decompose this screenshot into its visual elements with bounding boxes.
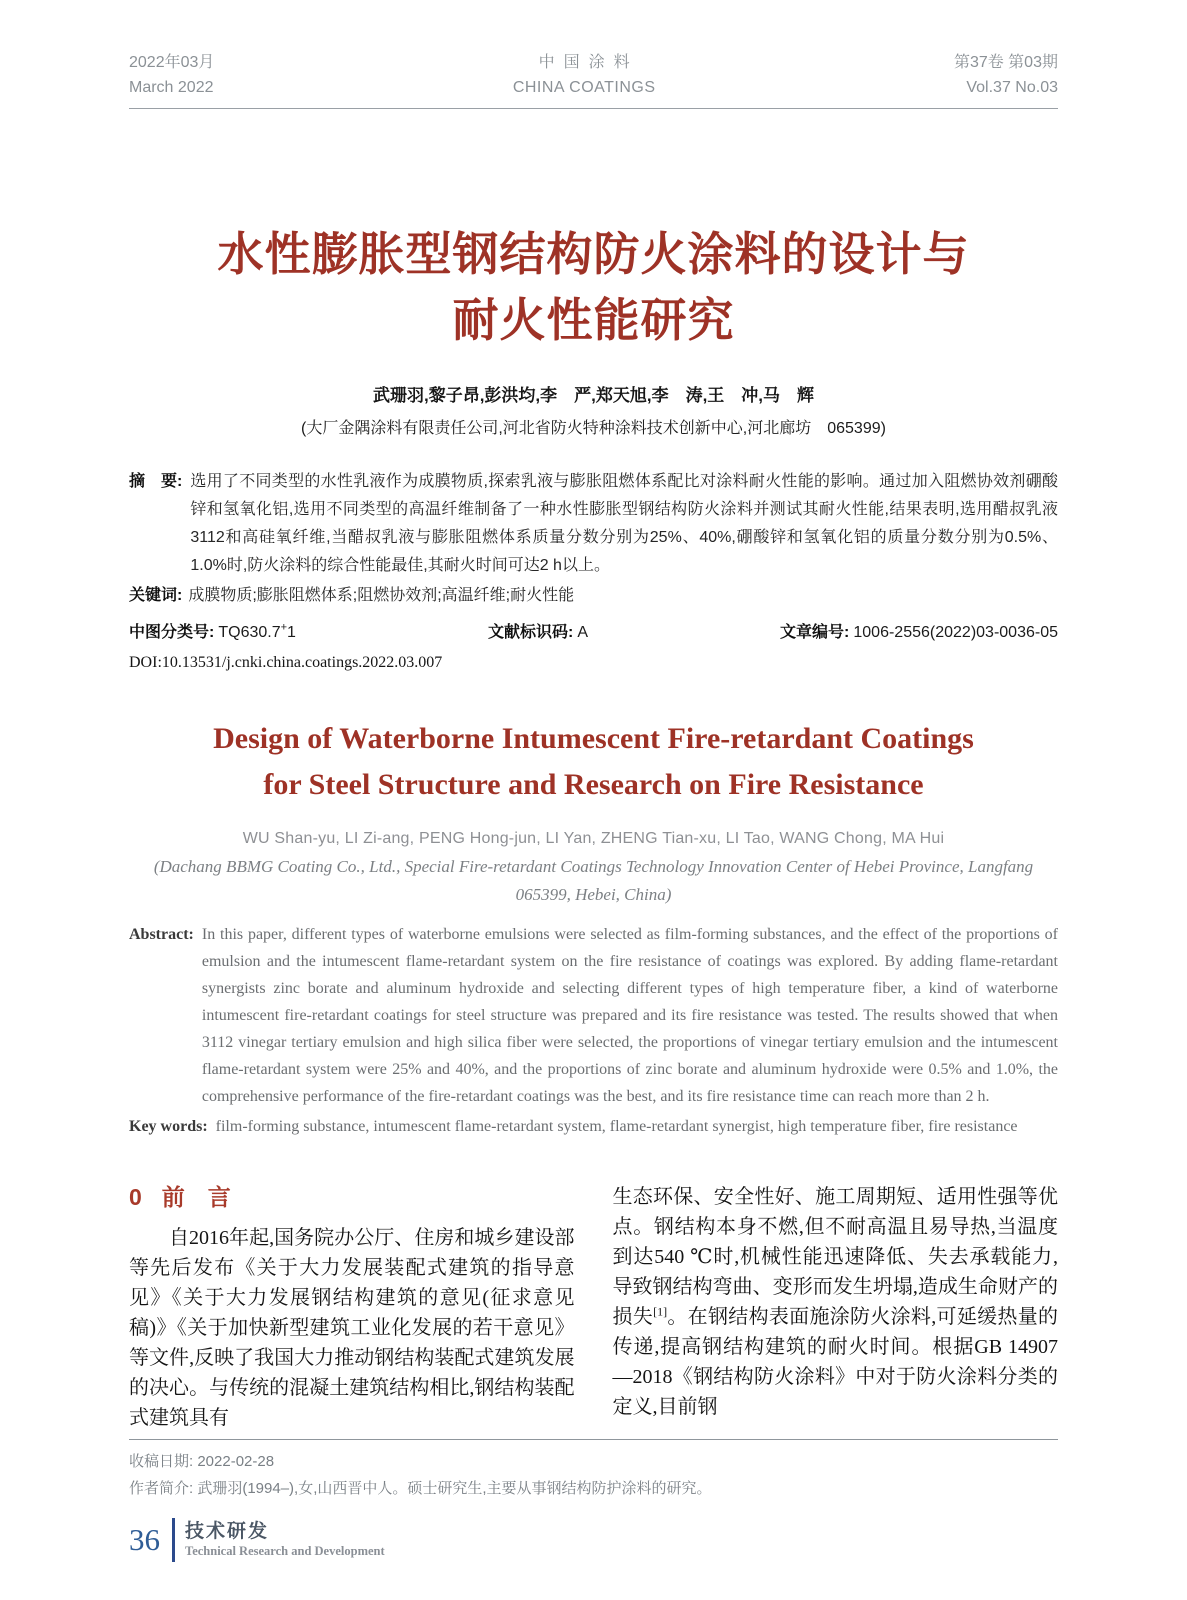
document-code-value: A: [577, 624, 588, 641]
page-number: 36: [129, 1522, 160, 1557]
keywords-cn-label: 关键词:: [129, 587, 183, 604]
authors-cn: 武珊羽,黎子昂,彭洪均,李 严,郑天旭,李 涛,王 冲,马 辉: [372, 386, 815, 405]
received-date-value: 2022-02-28: [197, 1453, 275, 1470]
body-column-right: [613, 1182, 1059, 1433]
clc-label: 中图分类号:: [129, 624, 215, 641]
affiliation-en: (Dachang BBMG Coating Co., Ltd., Special Fire-retardant Coatings Technology Innovation Center of Hebei Province, Langfang 065399, Hebei, China): [153, 857, 1034, 904]
article-title-en-line1: Design of Waterborne Intumescent Fire-retardant Coatings: [213, 722, 974, 755]
author-bio-value: 武珊羽(1994–),女,山西晋中人。硕士研究生,主要从事钢结构防护涂料的研究。: [197, 1480, 712, 1497]
header-date-cn: 2022年03月: [129, 54, 215, 71]
authors-en: WU Shan-yu, LI Zi-ang, PENG Hong-jun, LI Yan, ZHENG Tian-xu, LI Tao, WANG Chong, MA Hui: [242, 830, 945, 847]
body-right-text-2: 。在钢结构表面施涂防火涂料,可延缓热量的传递,提高钢结构建筑的耐火时间。根据GB 14907—2018《钢结构防火涂料》中对于防火涂料分类的定义,目前钢: [612, 1306, 1059, 1418]
keywords-en-label: Key words:: [129, 1118, 208, 1135]
article-id-label: 文章编号:: [780, 624, 850, 641]
header-journal: [513, 50, 656, 100]
clc-tail: 1: [287, 624, 296, 641]
abstract-en-text: In this paper, different types of waterborne emulsions were selected as film-forming substances, and the effect of the proportions of emulsion and the intumescent flame-retardant system on the fire resistance of coatings was explored. By adding flame-retardant synergists zinc borate and aluminum hydroxide and selecting different types of high temperature fiber, a kind of waterborne intumescent fire-retardant coatings for steel structure was prepared and its fire resistance was tested. The results showed that when 3112 vinegar tertiary emulsion and high silica fiber were selected, the proportions of vinegar tertiary emulsion and the intumescent flame-retardant system were 25% and 40%, and the proportions of zinc borate and aluminum hydroxide were 0.5% and 1.0%, the comprehensive performance of the fire-retardant coatings was the best, and its fire resistance time can reach more than 2 h.: [201, 926, 1058, 1105]
header-date: [129, 50, 214, 100]
footnotes: [129, 1448, 1058, 1502]
body-right-text-1: 生态环保、安全性好、施工周期短、适用性强等优点。钢结构本身不燃,但不耐高温且易导热,当温度到达540 ℃时,机械性能迅速降低、失去承载能力,导致钢结构弯曲、变形而发生坍塌,造成生命财产的损失: [612, 1186, 1058, 1328]
header-issue-en: Vol.37 No.03: [966, 79, 1058, 96]
header-journal-cn: 中国涂料: [538, 54, 639, 71]
clc-base: TQ630.7: [218, 624, 281, 641]
author-bio-line: [129, 1475, 1058, 1502]
keywords-cn: [129, 582, 1058, 610]
header-issue: [954, 50, 1058, 100]
keywords-en-text: film-forming substance, intumescent flame-retardant system, flame-retardant synergist, high temperature fiber, fire resistance: [215, 1118, 1018, 1135]
document-code-label: 文献标识码:: [487, 624, 574, 641]
article-title-cn-line1: 水性膨胀型钢结构防火涂料的设计与: [217, 228, 970, 280]
abstract-cn-text: 选用了不同类型的水性乳液作为成膜物质,探索乳液与膨胀阻燃体系配比对涂料耐火性能的影响。通过加入阻燃协效剂硼酸锌和氢氧化铝,选用不同类型的高温纤维制备了一种水性膨胀型钢结构防火涂料并测试其耐火性能,结果表明,选用醋叔乳液3112和高硅氧纤维,当醋叔乳液与膨胀阻燃体系质量分数分别为25%、40%,硼酸锌和氢氧化铝的质量分数分别为0.5%、1.0%时,防火涂料的综合性能最佳,其耐火时间可达2 h以上。: [190, 473, 1058, 574]
article-title-en: [129, 716, 1058, 808]
received-date-line: [129, 1448, 1058, 1475]
section-heading-0: [129, 1182, 575, 1212]
author-bio-label: 作者简介:: [129, 1480, 194, 1497]
document-code: [488, 620, 588, 646]
keywords-cn-text: 成膜物质;膨胀阻燃体系;阻燃协效剂;高温纤维;耐火性能: [188, 587, 575, 604]
received-date-label: 收稿日期:: [129, 1453, 194, 1470]
body-column-left: [129, 1182, 575, 1433]
abstract-cn: [129, 468, 1058, 580]
article-id-value: 1006-2556(2022)03-0036-05: [853, 624, 1058, 641]
header-issue-cn: 第37卷 第03期: [953, 54, 1058, 71]
doi: DOI:10.13531/j.cnki.china.coatings.2022.03.007: [129, 654, 443, 671]
abstract-en-label: Abstract:: [129, 926, 194, 943]
footer-column-name: [185, 1520, 385, 1560]
clc-number: [129, 620, 296, 646]
footer-divider-bar: [172, 1518, 175, 1562]
article-id: [780, 620, 1058, 646]
body-paragraph-left: 自2016年起,国务院办公厅、住房和城乡建设部等先后发布《关于大力发展装配式建筑的指导意见》《关于大力发展钢结构建筑的意见(征求意见稿)》《关于加快新型建筑工业化发展的若干意见》等文件,反映了我国大力推动钢结构装配式建筑发展的决心。与传统的混凝土建筑结构相比,钢结构装配式建筑具有: [129, 1227, 575, 1429]
header-journal-en: CHINA COATINGS: [512, 79, 656, 96]
body-paragraph-right: [613, 1182, 1059, 1422]
section-title: 前 言: [161, 1184, 231, 1210]
header-date-en: March 2022: [129, 79, 214, 96]
footer-column-en: Technical Research and Development: [185, 1544, 385, 1558]
page-footer: [129, 1518, 385, 1562]
keywords-en: [129, 1114, 1058, 1140]
body-columns: [129, 1182, 1058, 1433]
reference-marker-1: [1]: [653, 1304, 668, 1319]
clc-superscript: +: [280, 621, 288, 634]
journal-header: [129, 0, 1058, 109]
article-title-cn: [129, 221, 1058, 353]
footer-column-cn: 技术研发: [185, 1521, 270, 1542]
section-number: 0: [129, 1184, 142, 1210]
affiliation-cn: (大厂金隅涂料有限责任公司,河北省防火特种涂料技术创新中心,河北廊坊 065399): [301, 420, 886, 437]
abstract-cn-label: 摘 要:: [129, 473, 183, 490]
article-title-cn-line2: 耐火性能研究: [452, 294, 735, 346]
meta-row: [129, 620, 1058, 646]
footnote-divider: [129, 1439, 1058, 1440]
article-title-en-line2: for Steel Structure and Research on Fire Resistance: [263, 768, 924, 801]
abstract-en: [129, 921, 1058, 1110]
